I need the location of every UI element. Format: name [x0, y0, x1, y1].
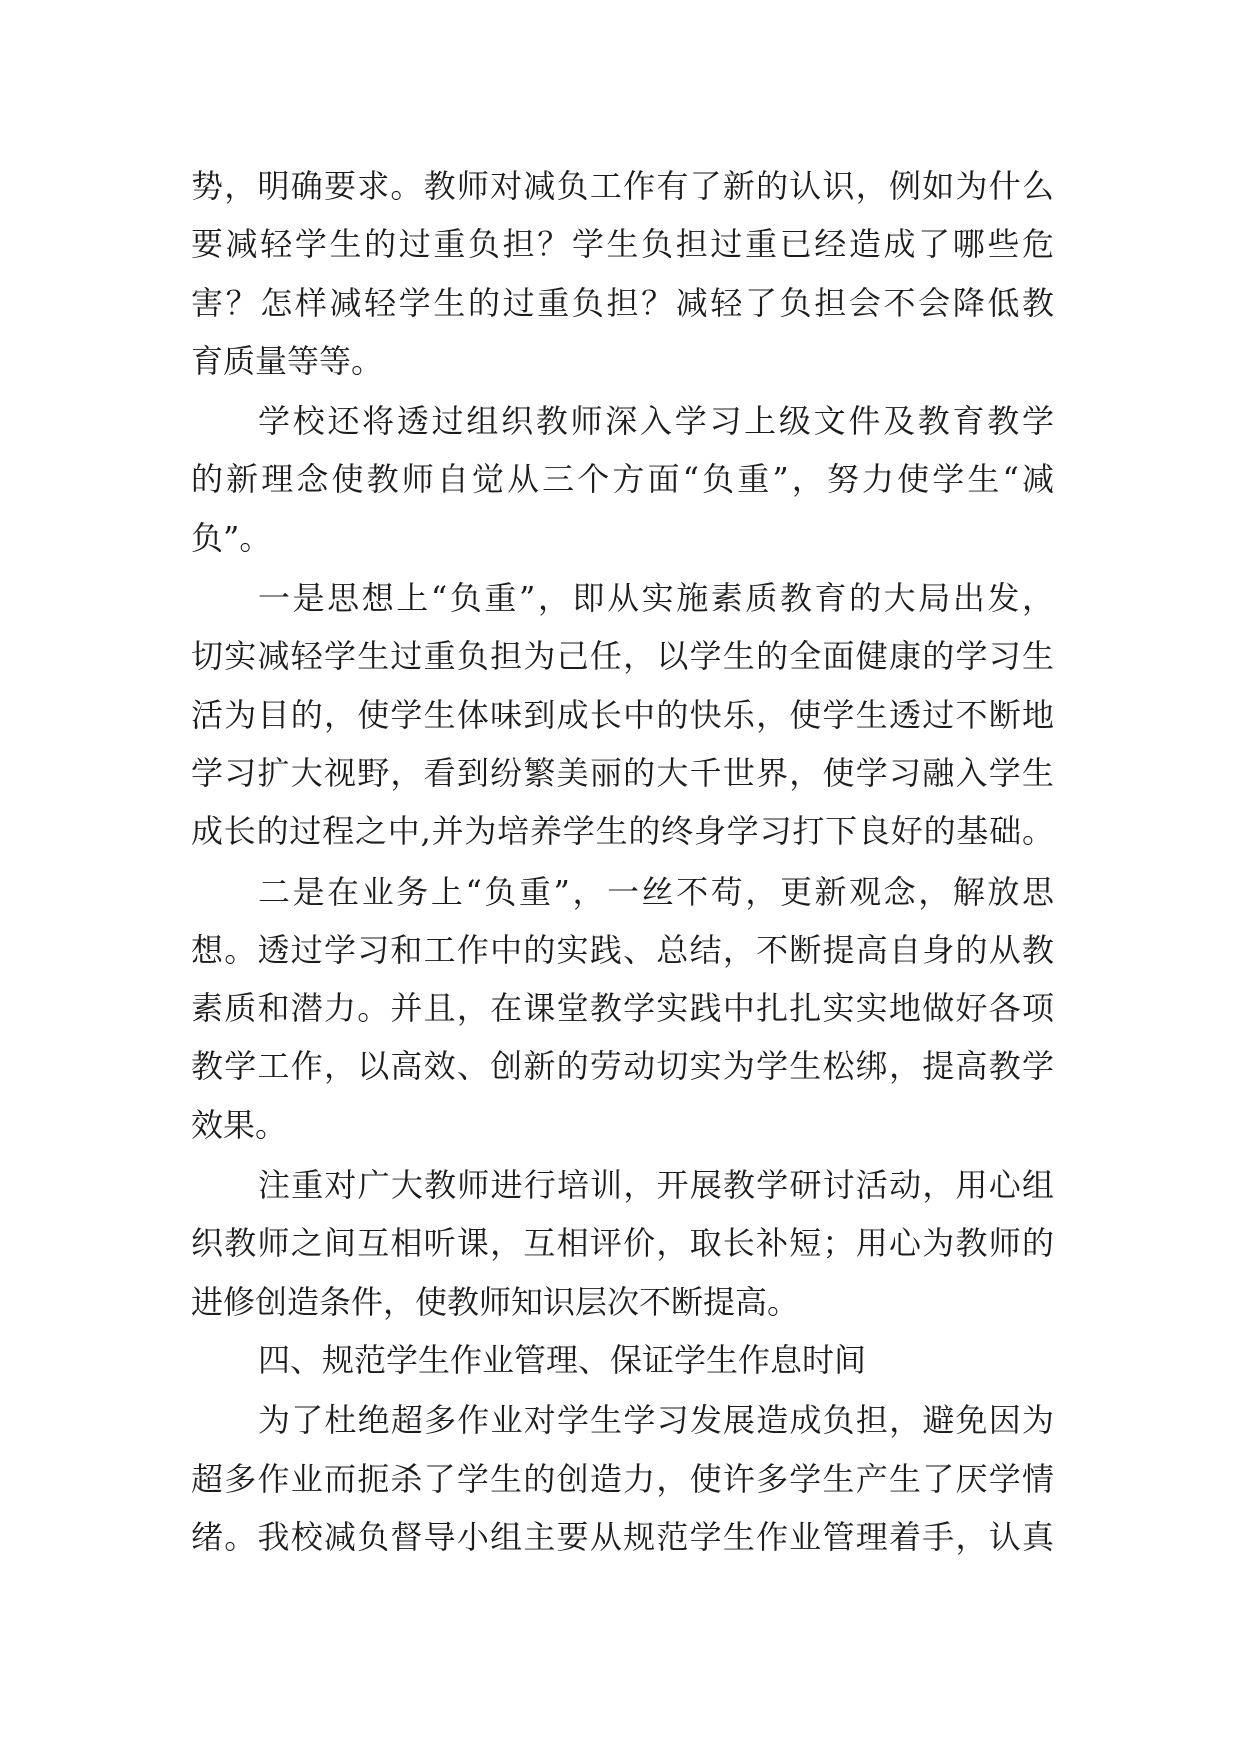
- text-line: 注重对广大教师进行培训，开展教学研讨活动，用心组: [258, 1166, 1054, 1205]
- text-line: 切实减轻学生过重负担为己任，以学生的全面健康的学习生: [191, 637, 1054, 676]
- text-line: 为了杜绝超多作业对学生学习发展造成负担，避免因为: [258, 1401, 1054, 1440]
- text-line: 要减轻学生的过重负担？学生负担过重已经造成了哪些危: [191, 225, 1054, 264]
- text-line: 教学工作，以高效、创新的劳动切实为学生松绑，提高教学: [191, 1047, 1054, 1086]
- section-heading-text: 四、规范学生作业管理、保证学生作息时间: [258, 1340, 867, 1379]
- text-line: 进修创造条件，使教师知识层次不断提高。: [191, 1282, 800, 1321]
- text-line: 学习扩大视野，看到纷繁美丽的大千世界，使学习融入学生: [191, 753, 1054, 792]
- text-line: 害？怎样减轻学生的过重负担？减轻了负担会不会降低教: [191, 283, 1054, 322]
- paragraph: [191, 569, 1054, 860]
- document-body: [191, 157, 1054, 1566]
- paragraph: [191, 863, 1054, 1154]
- text-line: 超多作业而扼杀了学生的创造力，使许多学生产生了厌学情: [191, 1459, 1054, 1498]
- text-line: 的新理念使教师自觉从三个方面“负重”，努力使学生“减: [191, 460, 1054, 499]
- paragraph: [191, 1391, 1054, 1566]
- text-line: 绪。我校减负督导小组主要从规范学生作业管理着手，认真: [191, 1517, 1054, 1556]
- paragraph: [191, 392, 1054, 567]
- text-line: 织教师之间互相听课，互相评价，取长补短；用心为教师的: [191, 1224, 1054, 1263]
- text-line: 素质和潜力。并且，在课堂教学实践中扎扎实实地做好各项: [191, 989, 1054, 1028]
- section-heading: [191, 1331, 1054, 1389]
- text-line: 势，明确要求。教师对减负工作有了新的认识，例如为什么: [191, 167, 1054, 205]
- text-line: 想。透过学习和工作中的实践、总结，不断提高自身的从教: [191, 930, 1054, 969]
- text-line: 育质量等等。: [191, 341, 384, 380]
- text-line: 二是在业务上“负重”，一丝不苟，更新观念，解放思: [258, 872, 1054, 911]
- text-line: 负”。: [191, 518, 272, 557]
- text-line: 学校还将透过组织教师深入学习上级文件及教育教学: [258, 402, 1054, 441]
- text-line: 一是思想上“负重”，即从实施素质教育的大局出发，: [258, 579, 1054, 618]
- text-line: 效果。: [191, 1105, 288, 1144]
- paragraph: [191, 157, 1054, 390]
- text-line: 成长的过程之中,并为培养学生的终身学习打下良好的基础。: [191, 812, 1054, 851]
- paragraph: [191, 1156, 1054, 1331]
- text-line: 活为目的，使学生体味到成长中的快乐，使学生透过不断地: [191, 695, 1054, 734]
